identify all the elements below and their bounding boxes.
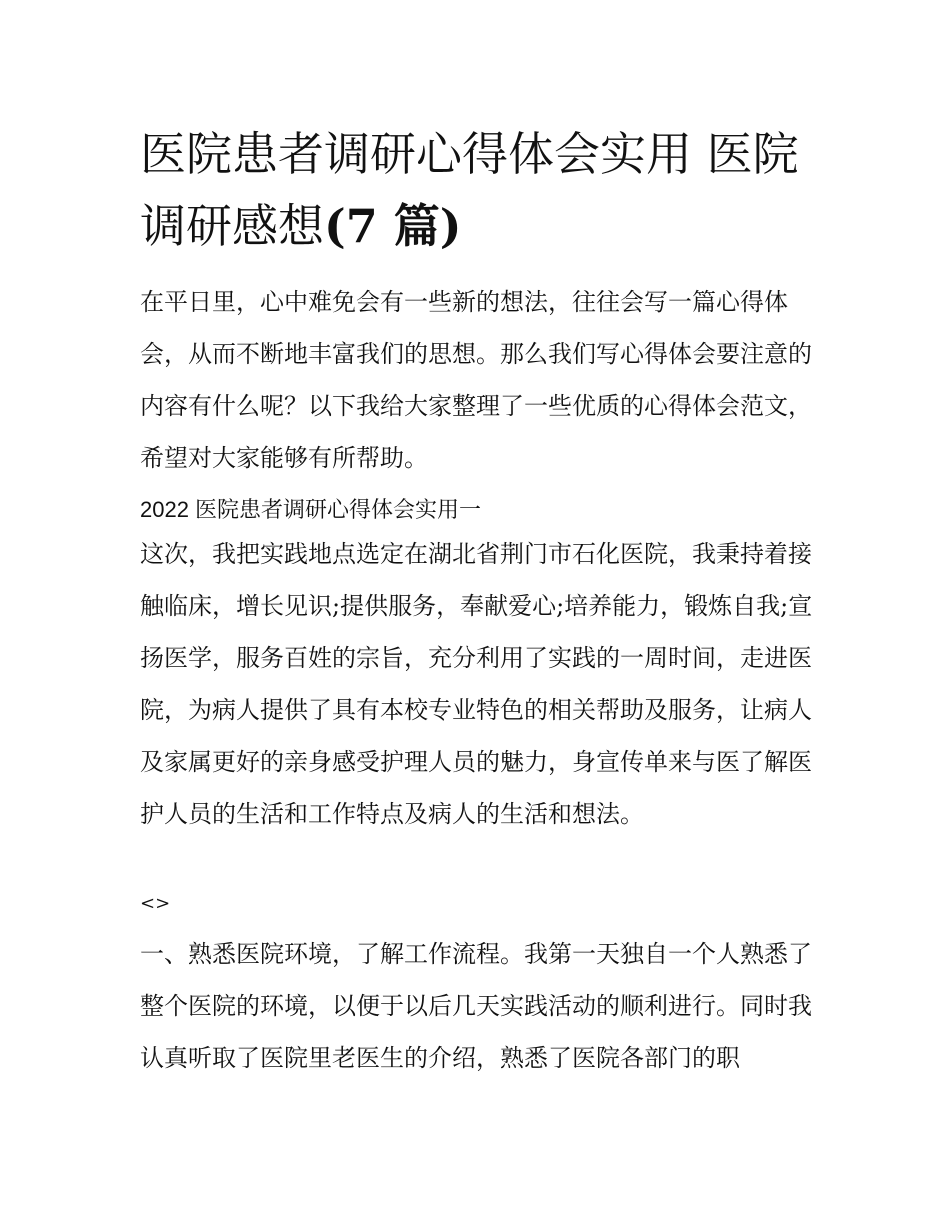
section-heading: 2022 医院患者调研心得体会实用一	[140, 497, 482, 522]
intro-paragraph: 在平日里，心中难免会有一些新的想法，往往会写一篇心得体会，从而不断地丰富我们的思想。那么我们写心得体会要注意的内容有什么呢？以下我给大家整理了一些优质的心得体会范文，希望对大家能够有所帮助。	[140, 288, 812, 472]
document-title	[140, 118, 820, 262]
marker-text: <>	[140, 893, 171, 914]
document-title-main: 医院患者调研心得体会实用 医院调研感想	[140, 127, 799, 253]
body-paragraph-2: 一、熟悉医院环境，了解工作流程。我第一天独自一个人熟悉了整个医院的环境，以便于以后几天实践活动的顺利进行。同时我认真听取了医院里老医生的介绍，熟悉了医院各部门的职	[140, 940, 812, 1072]
body-paragraph-1: 这次，我把实践地点选定在湖北省荆门市石化医院，我秉持着接触临床，增长见识;提供服务，奉献爱心;培养能力，锻炼自我;宣扬医学，服务百姓的宗旨，充分利用了实践的一周时间，走进医院，为病人提供了具有本校专业特色的相关帮助及服务，让病人及家属更好的亲身感受护理人员的魅力，身宣传单来与医了解医护人员的生活和工作特点及病人的生活和想法。	[140, 540, 813, 828]
document-title-count: (7 篇)	[324, 199, 462, 253]
